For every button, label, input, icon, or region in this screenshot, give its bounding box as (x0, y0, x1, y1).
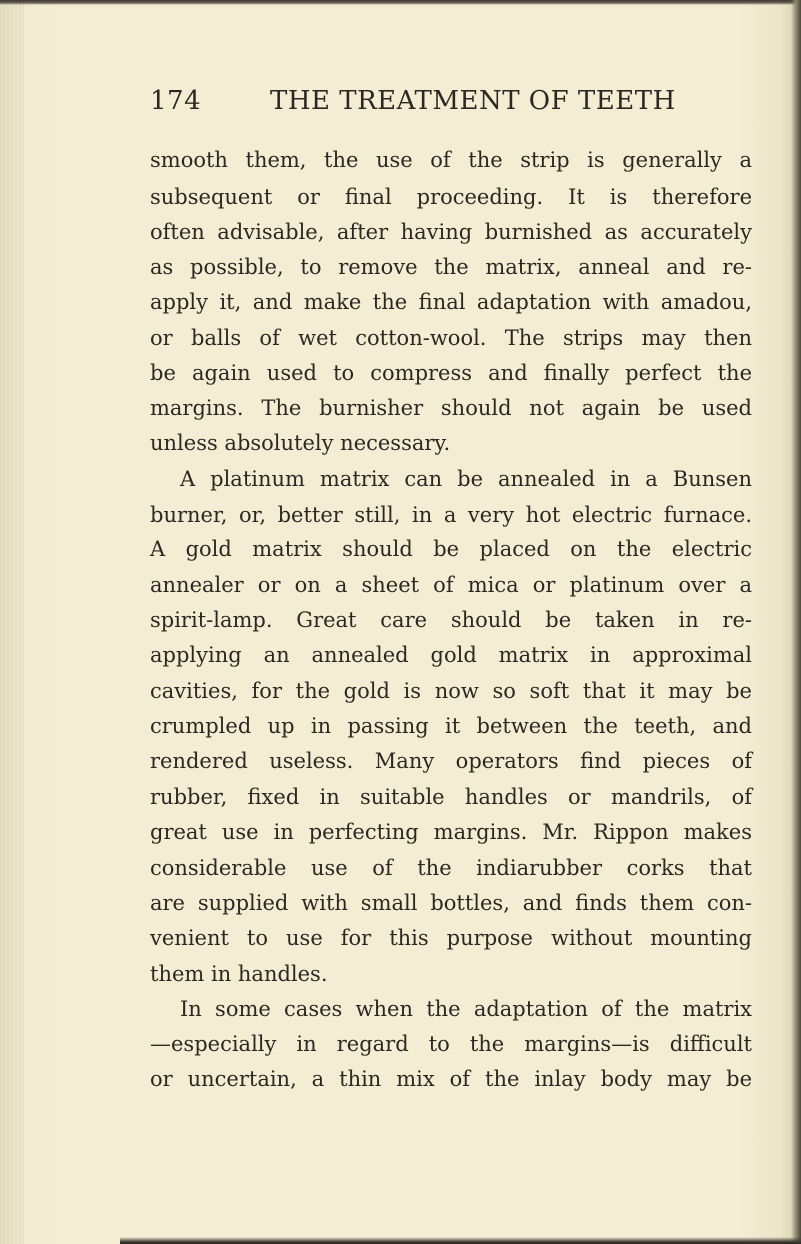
text-line: be again used to compress and finally perfect the (150, 361, 752, 385)
right-page-edge (791, 0, 801, 1244)
text-line: are supplied with small bottles, and finds them con- (150, 891, 752, 915)
spine-shadow (0, 0, 24, 1244)
text-line: as possible, to remove the matrix, anneal and re- (150, 255, 752, 279)
bottom-page-edge (120, 1237, 801, 1244)
text-line: or balls of wet cotton-wool. The strips may then (150, 326, 752, 350)
page-number: 174 (150, 86, 202, 116)
text-line: them in handles. (150, 962, 328, 986)
text-line: considerable use of the indiarubber corks that (150, 856, 752, 880)
text-line: subsequent or final proceeding. It is therefore (150, 185, 752, 209)
text-line: annealer or on a sheet of mica or platinum over a (150, 573, 752, 597)
running-header (150, 86, 750, 126)
text-line: rendered useless. Many operators find pieces of (150, 749, 752, 773)
text-line: A platinum matrix can be annealed in a Bunsen (180, 467, 752, 491)
text-line: rubber, fixed in suitable handles or mandrils, of (150, 785, 752, 809)
text-line: A gold matrix should be placed on the electric (150, 537, 752, 561)
text-line: In some cases when the adaptation of the matrix (180, 997, 752, 1021)
text-line: margins. The burnisher should not again be used (150, 396, 752, 420)
page-title: THE TREATMENT OF TEETH (270, 86, 676, 116)
text-line: venient to use for this purpose without mounting (150, 926, 752, 950)
text-line: spirit-lamp. Great care should be taken in re- (150, 608, 752, 632)
text-line: crumpled up in passing it between the teeth, and (150, 714, 752, 738)
text-line: unless absolutely necessary. (150, 431, 451, 455)
text-line: or uncertain, a thin mix of the inlay body may be (150, 1067, 752, 1091)
top-page-edge (0, 0, 801, 5)
text-line: great use in perfecting margins. Mr. Rippon makes (150, 820, 752, 844)
text-line: apply it, and make the final adaptation with amadou, (150, 290, 752, 314)
text-line: burner, or, better still, in a very hot electric furnace. (150, 503, 752, 527)
text-line: often advisable, after having burnished as accurately (150, 220, 752, 244)
text-line: applying an annealed gold matrix in approximal (150, 643, 752, 667)
text-line: smooth them, the use of the strip is generally a (150, 148, 752, 172)
text-line: —especially in regard to the margins—is difficult (150, 1032, 752, 1056)
text-line: cavities, for the gold is now so soft that it may be (150, 679, 752, 703)
